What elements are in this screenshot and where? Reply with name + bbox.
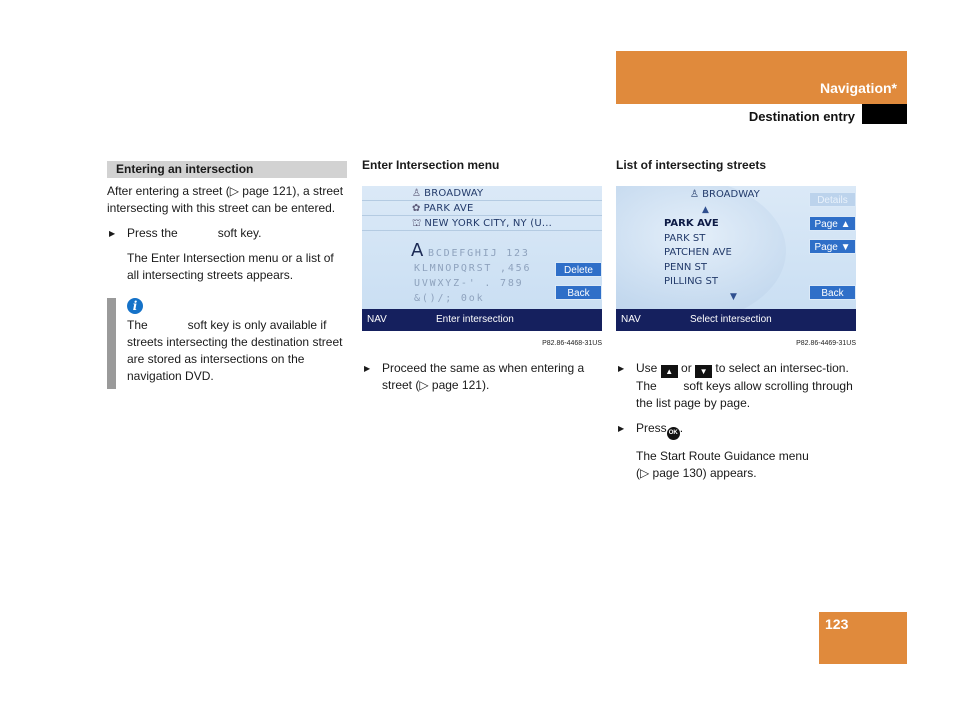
column-right bbox=[616, 157, 856, 482]
figure-title: Enter Intersection menu bbox=[362, 158, 500, 172]
street-list bbox=[664, 188, 760, 304]
figure-caption: P82.86-4468-31US bbox=[542, 340, 602, 347]
street-icon: ♙ bbox=[412, 188, 422, 199]
entered-letter: A bbox=[411, 240, 424, 261]
subheader-marker bbox=[862, 104, 907, 124]
page-number-tab bbox=[819, 612, 907, 664]
step-text: Use bbox=[636, 361, 658, 375]
details-softkey: Details bbox=[809, 192, 856, 207]
step-text: Press bbox=[636, 421, 667, 435]
kb-row: &()/; 0ok bbox=[414, 293, 485, 304]
nav-label: NAV bbox=[367, 314, 387, 325]
list-item: PATCHEN AVE bbox=[664, 247, 732, 258]
row-street bbox=[362, 186, 602, 201]
screen-status-bar bbox=[616, 309, 856, 331]
enter-intersection-screen bbox=[362, 186, 602, 331]
kb-row: UVWXYZ-' . 789 bbox=[414, 278, 524, 289]
page-number: 123 bbox=[825, 616, 849, 632]
list-item: PARK ST bbox=[664, 232, 706, 244]
step-text: . bbox=[679, 421, 684, 435]
back-softkey: Back bbox=[809, 285, 856, 300]
nav-label: NAV bbox=[621, 314, 641, 325]
scroll-down-arrow: ▼ bbox=[730, 291, 737, 302]
page-up-softkey: Page ▲ bbox=[809, 216, 856, 231]
destination-rows bbox=[362, 186, 602, 231]
character-keyboard bbox=[414, 246, 531, 306]
header-band bbox=[616, 51, 907, 104]
step-result: The Start Route Guidance menu (▷ page 130) appears. bbox=[636, 449, 809, 480]
ok-button-icon: OK bbox=[667, 427, 680, 440]
step-select bbox=[616, 360, 856, 412]
kb-row: BCDEFGHIJ 123 bbox=[428, 248, 530, 259]
list-item: PARK AVE bbox=[664, 218, 719, 229]
screen-status-bar bbox=[362, 309, 602, 331]
info-box-bar bbox=[107, 298, 116, 389]
step-text: to select an intersec-tion. The soft keys allow scrolling through the list page by page. bbox=[636, 361, 857, 410]
delete-softkey: Delete bbox=[555, 262, 602, 277]
back-softkey: Back bbox=[555, 285, 602, 300]
subheader bbox=[616, 104, 907, 125]
row-text: NEW YORK CITY, NY (U... bbox=[424, 218, 553, 229]
page-down-softkey: Page ▼ bbox=[809, 239, 856, 254]
row-text: PARK AVE bbox=[423, 203, 474, 214]
column-middle bbox=[362, 157, 602, 394]
row-city bbox=[362, 216, 602, 231]
city-icon: ⛫ bbox=[412, 218, 422, 229]
step-text: or bbox=[681, 361, 692, 375]
scroll-up-arrow: ▲ bbox=[702, 204, 709, 215]
row-text: BROADWAY bbox=[424, 188, 484, 199]
step-press-ok bbox=[616, 420, 856, 440]
figure-caption: P82.86-4469-31US bbox=[796, 340, 856, 347]
down-key-icon: ▼ bbox=[695, 365, 712, 378]
list-item: PILLING ST bbox=[664, 276, 718, 287]
intersection-icon: ✿ bbox=[412, 203, 421, 214]
section-heading: Entering an intersection bbox=[107, 161, 347, 178]
list-item: PENN ST bbox=[664, 261, 707, 273]
section-title: Navigation* bbox=[819, 80, 897, 96]
up-key-icon: ▲ bbox=[661, 365, 678, 378]
step-proceed: ▶ Proceed the same as when entering a street (▷ page 121). bbox=[362, 360, 602, 394]
figure-title: List of intersecting streets bbox=[616, 158, 767, 172]
intro-text: After entering a street (▷ page 121), a street intersecting with this street can be entered. bbox=[107, 184, 344, 215]
intersecting-streets-screen bbox=[616, 186, 856, 331]
info-icon: i bbox=[127, 298, 143, 314]
screen-title: Select intersection bbox=[690, 314, 772, 325]
current-street: ♙ BROADWAY bbox=[690, 189, 760, 200]
info-box bbox=[107, 298, 347, 385]
step-result: The Enter Intersection menu or a list of all intersecting streets appears. bbox=[127, 251, 334, 282]
info-text: The soft key is only available if streets intersecting the destination street are stored as intersections on the navigation DVD. bbox=[127, 318, 346, 383]
subsection-title: Destination entry bbox=[748, 109, 855, 124]
screen-title: Enter intersection bbox=[436, 314, 514, 325]
kb-row: KLMNOPQRST ,456 bbox=[414, 263, 532, 274]
row-intersection bbox=[362, 201, 602, 216]
step-press-softkey: ▶ Press the soft key. bbox=[107, 225, 347, 242]
column-left bbox=[107, 161, 347, 385]
